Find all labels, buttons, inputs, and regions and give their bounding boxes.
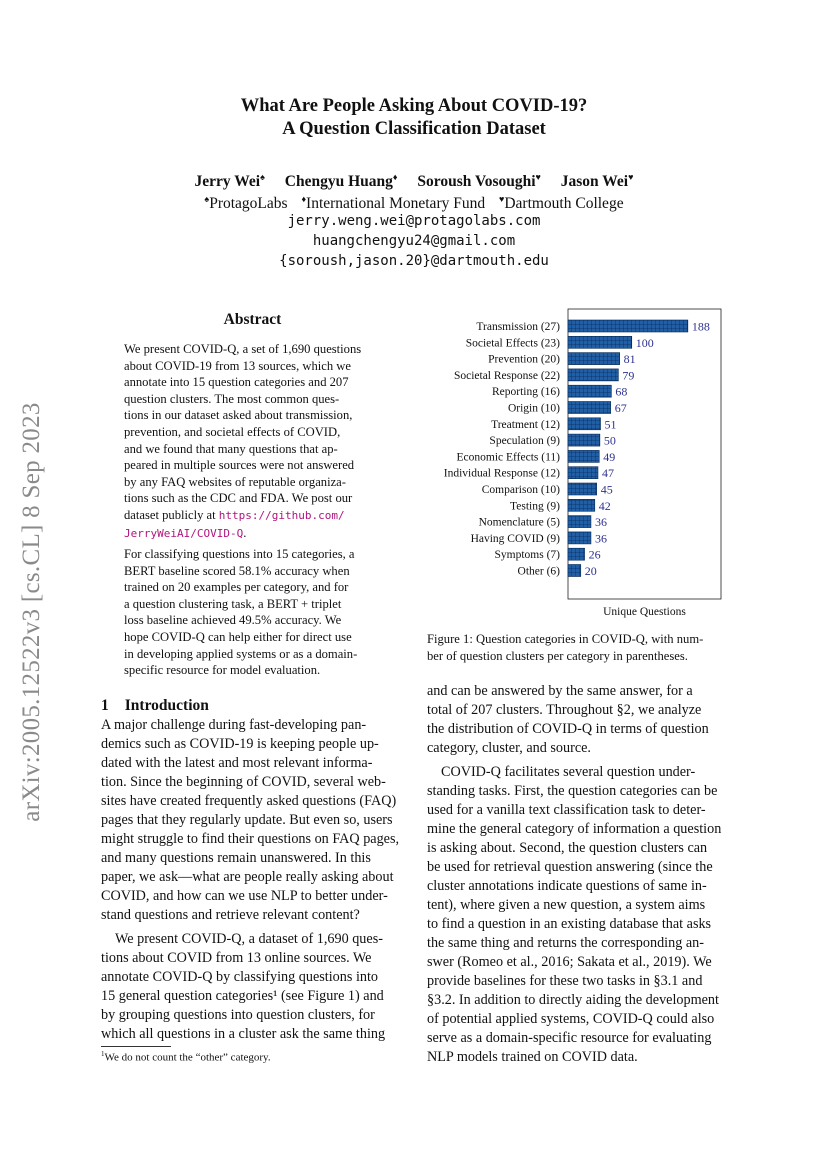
body-line: stand questions and retrieve relevant content? — [101, 907, 360, 923]
figure-1 — [427, 308, 733, 626]
bar — [568, 434, 600, 446]
body-line: provide baselines for these two tasks in §3.1 and — [427, 973, 703, 989]
title-line-2: A Question Classification Dataset — [282, 119, 546, 139]
category-label: Transmission (27) — [476, 321, 560, 333]
value-label: 67 — [614, 401, 627, 415]
body-line: tions about COVID from 13 online sources. We — [101, 950, 372, 966]
category-label: Societal Effects (23) — [465, 337, 560, 350]
category-label: Other (6) — [517, 565, 560, 578]
abstract-line: annotate into 15 question categories and 207 — [124, 375, 349, 390]
abstract-line: We present COVID-Q, a set of 1,690 questions — [124, 342, 362, 356]
bar — [568, 565, 581, 577]
abstract-paragraph-2 — [124, 546, 381, 679]
body-line: the distribution of COVID-Q in terms of question — [427, 721, 709, 737]
body-line: be used for retrieval question answering (since the — [427, 859, 713, 875]
bar — [568, 385, 611, 397]
body-line: NLP models trained on COVID data. — [427, 1049, 638, 1065]
bar — [568, 532, 591, 544]
body-line: which all questions in a cluster ask the same thing — [101, 1026, 386, 1042]
body-line: total of 207 clusters. Throughout §2, we analyze — [427, 702, 702, 718]
abstract-line: by any FAQ websites of reputable organiza- — [124, 474, 346, 489]
author-1-symbol: ♠ — [260, 172, 265, 182]
abstract-line: prevention, and societal effects of COVID, — [124, 424, 341, 439]
abstract-line: and we found that many questions that ap- — [124, 441, 338, 456]
affiliation-2-symbol: ♦ — [301, 194, 307, 204]
body-line: A major challenge during fast-developing pan- — [101, 717, 367, 733]
body-line: pages that they regularly update. But even so, users — [101, 812, 393, 828]
value-label: 100 — [635, 335, 654, 350]
introduction-text — [101, 716, 404, 1044]
abstract-line: dataset publicly at https://github.com/ — [124, 507, 345, 522]
category-label: Prevention (20) — [488, 353, 560, 366]
category-label: Economic Effects (11) — [456, 451, 560, 464]
body-line: and can be answered by the same answer, for a — [427, 683, 693, 699]
category-label: Societal Response (22) — [453, 369, 560, 382]
value-label: 47 — [601, 466, 614, 481]
email-3: {soroush,jason.20}@dartmouth.edu — [279, 253, 549, 269]
category-label: Having COVID (9) — [470, 532, 560, 545]
abstract-line: tions such as the CDC and FDA. We post our — [124, 491, 353, 506]
bar — [568, 499, 595, 511]
body-line: used for a vanilla text classification task to deter- — [427, 802, 706, 818]
bar — [568, 467, 598, 479]
author-1: Jerry Wei♠ — [194, 172, 265, 190]
section-heading-introduction — [101, 697, 209, 715]
body-line: is asking about. Second, the question clusters can — [427, 840, 708, 856]
category-label: Testing (9) — [510, 500, 560, 513]
affiliation-1: ♠ProtagoLabs — [204, 194, 288, 212]
body-line: paper, we ask—what are people really asking about — [101, 869, 394, 885]
figure-caption — [427, 631, 731, 664]
value-label: 81 — [623, 352, 636, 367]
bar — [568, 418, 601, 430]
bar — [568, 548, 585, 560]
body-line: tion. Since the beginning of COVID, several web- — [101, 774, 386, 790]
bar — [568, 369, 618, 381]
value-label: 50 — [603, 433, 616, 448]
category-label: Comparison (10) — [481, 484, 560, 496]
category-label: Individual Response (12) — [443, 467, 560, 480]
caption-line: ber of question clusters per category in parentheses. — [427, 648, 688, 663]
paper-title — [0, 95, 828, 141]
abstract-line: question clusters. The most common ques- — [124, 391, 340, 406]
footnote — [101, 1050, 271, 1064]
footnote-mark: 1 — [101, 1050, 105, 1058]
abstract-line: about COVID-19 from 13 sources, which we — [124, 358, 351, 373]
value-label: 68 — [615, 384, 628, 399]
body-line: §3.2. In addition to directly aiding the development — [427, 992, 719, 1008]
abstract-line: BERT baseline scored 58.1% accuracy when — [124, 563, 350, 578]
abstract-line: specific resource for model evaluation. — [124, 663, 321, 678]
abstract-heading: Abstract — [223, 311, 282, 328]
dataset-url-link[interactable]: https://github.com/ — [218, 508, 345, 522]
category-label: Nomenclature (5) — [478, 516, 560, 529]
footnote-rule — [101, 1046, 171, 1047]
body-line: by grouping questions into question clusters, for — [101, 1007, 375, 1023]
email-2: huangchengyu24@gmail.com — [312, 233, 516, 249]
value-label: 42 — [598, 498, 611, 513]
category-label: Reporting (16) — [491, 386, 560, 399]
abstract-line: peared in multiple sources were not answered — [124, 458, 355, 473]
category-label: Symptoms (7) — [494, 549, 560, 562]
section-title: Introduction — [124, 697, 209, 714]
bar — [568, 516, 591, 528]
abstract-line: trained on 20 examples per category, and for — [124, 580, 349, 595]
author-3: Soroush Vosoughi♥ — [417, 172, 541, 190]
bar-chart — [427, 308, 733, 626]
author-2: Chengyu Huang♦ — [284, 172, 398, 190]
body-line: mine the general category of information a question — [427, 821, 722, 837]
abstract-line: hope COVID-Q can help either for direct use — [124, 629, 352, 644]
abstract-paragraph-1 — [124, 341, 381, 542]
bar — [568, 450, 599, 462]
body-line: 15 general question categories¹ (see Figure 1) and — [101, 988, 384, 1004]
email-list — [0, 211, 828, 271]
author-2-symbol: ♦ — [392, 172, 398, 182]
footnote-text: We do not count the “other” category. — [104, 1051, 271, 1064]
body-line: cluster annotations indicate questions of same in- — [427, 878, 707, 894]
body-line: the same thing and returns the corresponding an- — [427, 935, 704, 951]
email-1: jerry.weng.wei@protagolabs.com — [287, 213, 541, 229]
section-number: 1 — [101, 697, 109, 714]
body-line: swer (Romeo et al., 2016; Sakata et al., 2019). We — [427, 954, 712, 970]
body-line: sites have created frequently asked questions (FAQ) — [101, 793, 397, 809]
category-label: Speculation (9) — [489, 435, 560, 448]
bar — [568, 402, 611, 414]
affiliation-3-symbol: ♥ — [498, 194, 505, 204]
body-line: annotate COVID-Q by classifying questions into — [101, 969, 379, 985]
body-line: to find a question in an existing database that asks — [427, 916, 712, 932]
author-4-symbol: ♥ — [628, 172, 634, 182]
affiliation-2: ♦International Monetary Fund — [301, 194, 486, 212]
value-label: 45 — [600, 482, 613, 497]
body-line: category, cluster, and source. — [427, 740, 591, 756]
abstract-line: tions in our dataset asked about transmission, — [124, 408, 353, 423]
body-line: standing tasks. First, the question categories can be — [427, 783, 718, 799]
value-label: 26 — [588, 547, 601, 562]
body-line: and many questions remain unanswered. In this — [101, 850, 371, 866]
body-line: tent), where given a new question, a system aims — [427, 897, 706, 913]
caption-line: Figure 1: Question categories in COVID-Q, with num- — [427, 632, 704, 646]
title-line-1: What Are People Asking About COVID-19? — [240, 96, 588, 116]
abstract-line: a question clustering task, a BERT + triplet — [124, 596, 342, 611]
body-line: dated with the latest and most relevant informa- — [101, 755, 373, 771]
body-line: COVID, and how can we use NLP to better under- — [101, 888, 388, 904]
value-label: 36 — [594, 531, 607, 546]
body-line: demics such as COVID-19 is keeping people up- — [101, 736, 379, 752]
value-label: 36 — [594, 515, 607, 530]
value-label: 49 — [603, 449, 616, 464]
value-label: 51 — [604, 417, 617, 432]
bar — [568, 483, 597, 495]
arxiv-stamp: arXiv:2005.12522v3 [cs.CL] 8 Sep 2023 — [18, 402, 45, 822]
body-line: We present COVID-Q, a dataset of 1,690 ques- — [115, 931, 383, 947]
category-label: Treatment (12) — [491, 418, 560, 431]
bar — [568, 336, 632, 348]
affiliation-3: ♥Dartmouth College — [498, 194, 624, 212]
author-3-symbol: ♥ — [535, 172, 541, 182]
value-label: 79 — [622, 368, 635, 383]
abstract-line: in developing applied systems or as a domain- — [124, 646, 358, 661]
category-label: Origin (10) — [507, 402, 560, 415]
right-column-text — [427, 682, 731, 1067]
bar — [568, 320, 688, 332]
body-line: serve as a domain-specific resource for evaluating — [427, 1030, 712, 1046]
body-line: might struggle to find their questions on FAQ pages, — [101, 831, 400, 847]
bar — [568, 353, 620, 365]
x-axis-label: Unique Questions — [603, 606, 686, 618]
value-label: 188 — [691, 319, 710, 334]
body-line: COVID-Q facilitates several question under- — [441, 764, 696, 780]
abstract-line: For classifying questions into 15 categories, a — [124, 547, 355, 561]
body-line: of potential applied systems, COVID-Q could also — [427, 1011, 715, 1027]
value-label: 20 — [584, 564, 597, 578]
abstract-line: JerryWeiAI/COVID-Q. — [124, 525, 247, 540]
author-4: Jason Wei♥ — [560, 172, 634, 190]
abstract-line: loss baseline achieved 49.5% accuracy. We — [124, 613, 342, 628]
dataset-url-link-cont[interactable]: JerryWeiAI/COVID-Q — [124, 526, 244, 540]
affiliation-1-symbol: ♠ — [204, 194, 210, 204]
